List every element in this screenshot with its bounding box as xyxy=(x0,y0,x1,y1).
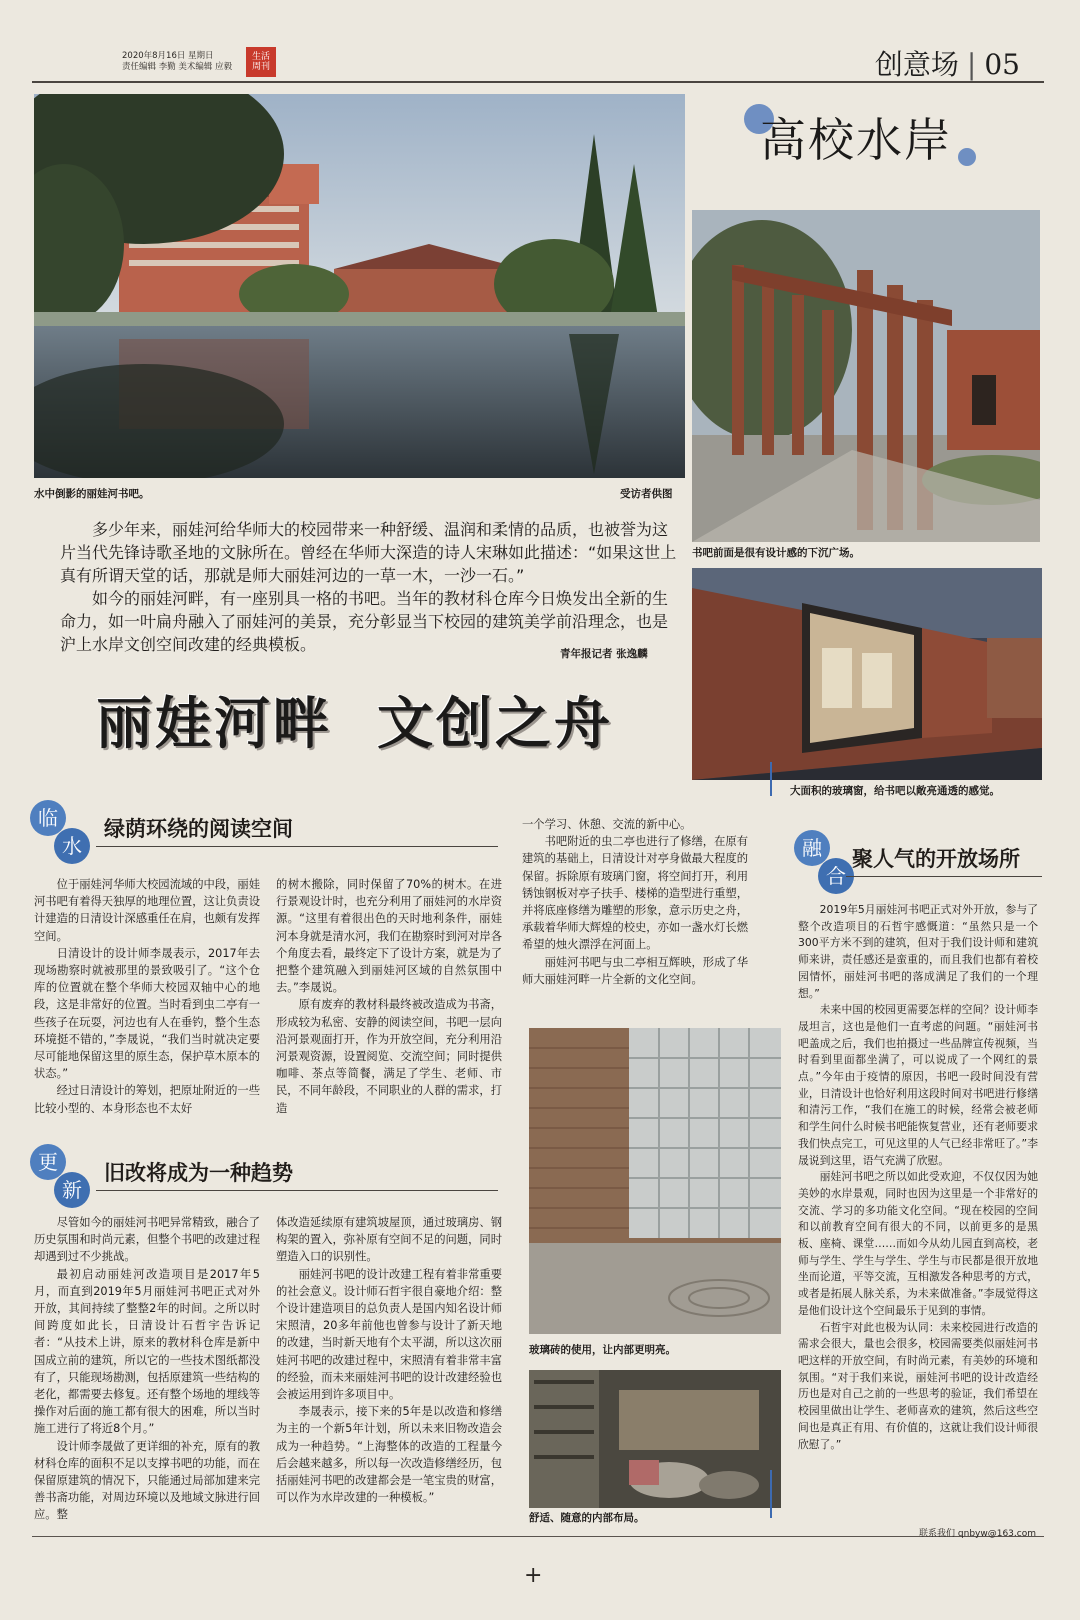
photo-interior-layout xyxy=(529,1370,781,1508)
body-paragraph: 原有废弃的教材科最终被改造成为书斋，形成较为私密、安静的阅读空间，书吧一层向沿河景观面打开，作为开放空间，充分利用沿河景观资源，设置阅览、交流空间；同时提供咖啡、茶点等简餐，满足了学生、老师、市民，不同年龄段，不同职业的人群的需求，打造 xyxy=(276,998,502,1115)
section-rule xyxy=(96,1190,498,1191)
section-bubble: 水 xyxy=(54,828,90,864)
photo-sunken-plaza xyxy=(692,210,1040,542)
header-date-block xyxy=(122,51,232,73)
body-paragraph: 经过日清设计的筹划，把原址附近的一些比较小型的、本身形态也不太好 xyxy=(34,1084,260,1115)
section3-column xyxy=(798,902,1038,1453)
body-paragraph: 位于丽娃河华师大校园流域的中段，丽娃河书吧有着得天独厚的地理位置，这让负责设计建造的日清设计深感重任在肩，也颇有发挥空间。 xyxy=(34,878,260,943)
section2-column2 xyxy=(276,1214,502,1506)
headline: 丽娃河畔 文创之舟 xyxy=(96,692,613,757)
intro-paragraph: 多少年来，丽娃河给华师大的校园带来一种舒缓、温润和柔情的品质，也被誉为这片当代先锋诗歌圣地的文脉所在。曾经在华师大深造的诗人宋琳如此描述：“如果这世上真有所谓天堂的话，那就是师大丽娃河边的一草一木，一沙一石。” xyxy=(60,520,677,585)
section1-column2 xyxy=(276,876,502,1117)
caption-pointer-line xyxy=(770,1470,772,1518)
section-name: 创意场 xyxy=(874,48,959,81)
caption-pointer-line xyxy=(770,762,772,796)
body-paragraph: 日清设计的设计师李晟表示，2017年去现场勘察时就被那里的景致吸引了。“这个仓库的位置就在整个华师大校园双轴中心的地段，这是非常好的位置。当时看到虫二亭有一些孩子在玩耍，河边也有人在垂钓，整个生态环境挺不错的，”李晟说，“我们当时就决定要尽可能地保留这里的原生态，保护草木原本的状态。” xyxy=(34,946,260,1081)
footer-rule xyxy=(32,1536,1044,1537)
newspaper-seal-logo: 生活周刊 xyxy=(246,47,276,77)
byline: 青年报记者 张逸麟 xyxy=(560,648,648,660)
body-paragraph: 体改造延续原有建筑坡屋顶，通过玻璃房、钢构架的置入，弥补原有空间不足的问题，同时塑造入口的识别性。 xyxy=(276,1216,502,1264)
body-paragraph: 石哲宇对此也极为认同：未来校园进行改造的需求会很大，量也会很多，校园需要类似丽娃河书吧这样的开放空间，有时尚元素，有美妙的环境和氛围。“对于我们来说，丽娃河书吧的设计改造经历也是对自己之前的一些思考的验证，我们希望在校园里做出让学生、老师喜欢的建筑，然后这些空间也是真正有用、有价值的，这就让我们设计师很欣慰了。” xyxy=(798,1320,1038,1451)
body-paragraph: 最初启动丽娃河改造项目是2017年5月，而直到2019年5月丽娃河书吧正式对外开放，其间持续了整整2年的时间。之所以时间跨度如此长，日清设计石哲宇告诉记者：“从技术上讲，原来的教材科仓库是新中国成立前的建筑，所以它的一些技术图纸都没有了，只能现场勘测，包括原建筑一些结构的老化，都需要去修复。还有整个场地的埋线等操作对后面的施工都有很大的困难，所以当时施工进行了将近8个月。” xyxy=(34,1267,260,1436)
intro-paragraph: 如今的丽娃河畔，有一座别具一格的书吧。当年的教材科仓库今日焕发出全新的生命力，如一叶扁舟融入了丽娃河的美景，充分彰显当下校园的建筑美学前沿理念，也是沪上水岸文创空间改建的经典模板。 xyxy=(60,589,669,654)
body-paragraph: 李晟表示，接下来的5年是以改造和修缮为主的一个新5年计划，所以未来旧物改造会成为一种趋势。“上海整体的改造的工程量今后会越来越多，所以每一次改造修缮经历，包括丽娃河书吧的改建都会是一笔宝贵的财富，可以作为水岸改建的一种模板。” xyxy=(276,1405,502,1505)
section-rule xyxy=(846,876,1042,877)
body-paragraph: 一个学习、休憩、交流的新中心。 xyxy=(522,818,692,831)
registration-mark: + xyxy=(524,1563,543,1588)
photo-caption-right1: 书吧前面是很有设计感的下沉广场。 xyxy=(692,547,860,559)
intro-text xyxy=(60,518,678,656)
body-paragraph: 丽娃河书吧之所以如此受欢迎，不仅仅因为她美妙的水岸景观，同时也因为这里是一个非常好的交流、学习的多功能文化空间。“现在校园的空间和以前教育空间有很大的不同，以前更多的是黑板、座椅、课堂……而如今从幼儿园直到高校，老师与学生、学生与学生、学生与市民都是很开放地坐而论道，平等交流，互相激发各种思考的方式，或者是拓展人脉关系，为未来做准备。”李晟觉得这是他们设计这个空间最乐于见到的事情。 xyxy=(798,1170,1038,1317)
section-title: 聚人气的开放场所 xyxy=(852,846,1020,871)
photo-caption-right2: 大面积的玻璃窗，给书吧以敞亮通透的感觉。 xyxy=(790,785,1000,797)
photo-caption-mid: 玻璃砖的使用，让内部更明亮。 xyxy=(529,1344,676,1356)
section-title: 绿荫环绕的阅读空间 xyxy=(104,816,293,841)
body-paragraph: 设计师李晟做了更详细的补充，原有的教材科仓库的面积不足以支撑书吧的功能，而在保留原建筑的情况下，只能通过局部加建来完善书斋功能，对周边环境以及地域文脉进行回应。整 xyxy=(34,1439,260,1522)
section-title: 旧改将成为一种趋势 xyxy=(104,1160,293,1185)
section-bubble: 更 xyxy=(30,1144,66,1180)
body-paragraph: 尽管如今的丽娃河书吧异常精致，融合了历史氛围和时尚元素，但整个书吧的改建过程却遇到过不少挑战。 xyxy=(34,1216,260,1264)
section-bubble: 融 xyxy=(794,830,830,866)
body-paragraph: 丽娃河书吧的设计改建工程有着非常重要的社会意义。设计师石哲宇很自豪地介绍：整个设计建造项目的总负责人是国内知名设计师宋照清，20多年前他也曾参与设计了新天地的改建，当时新天地有个太平湖，所以这次丽娃河书吧的改建过程中，宋照清有着非常丰富的经验，而未来丽娃河书吧的设计改建经验也会被运用到许多项目中。 xyxy=(276,1267,502,1402)
decorative-blue-circle xyxy=(958,148,976,166)
body-paragraph: 书吧附近的虫二亭也进行了修缮，在原有建筑的基础上，日清设计对亭身做最大程度的保留。拆除原有玻璃门窗，将空间打开，利用锈蚀钢板对亭子扶手、楼梯的造型进行重塑，并将底座修缮为雕塑的形象，意示历史之舟，承载着华师大辉煌的校史，亦如一盏水灯长燃希望的烛火漂浮在河面上。 xyxy=(522,835,748,952)
banner-title: 高校水岸 xyxy=(760,113,952,167)
body-paragraph: 的树木搬除，同时保留了70%的树木。在进行景观设计时，也充分利用了丽娃河的水岸资源。“这里有着很出色的天时地利条件，丽娃河本身就是清水河，我们在勘察时到河对岸各个角度去看，最终定下了设计方案，就是为了把整个建筑融入到丽娃河区域的自然氛围中去。”李晟说。 xyxy=(276,878,502,995)
body-paragraph: 2019年5月丽娃河书吧正式对外开放，参与了整个改造项目的石哲宇感慨道：“虽然只是一个300平方米不到的建筑，但对于我们设计师和建筑师来讲，责任感还是蛮重的，而且我们也都有着校园情怀，丽娃河书吧的落成满足了我们的一个理想。” xyxy=(798,903,1038,1000)
photo-riverside-reflection xyxy=(34,94,685,478)
section-bubble: 临 xyxy=(30,800,66,836)
section-rule xyxy=(96,846,498,847)
editor-credits: 责任编辑 李勤 美术编辑 应毅 xyxy=(122,62,233,72)
header-rule xyxy=(32,81,1044,83)
issue-date: 2020年8月16日 星期日 xyxy=(122,51,214,61)
body-paragraph: 未来中国的校园更需要怎样的空间？设计师李晟坦言，这也是他们一直考虑的问题。“丽娃河书吧盖成之后，我们也拍摄过一些品牌宣传视频，当时看到里面都坐满了，可以说成了一个网红的景点。”今年由于疫情的原因，书吧一段时间没有营业，日清设计也恰好利用这段时间对书吧进行修缮和清污工作，“我们在施工的时候，经常会被老师和学生问什么时候书吧能恢复营业，还有老师要求我们快点完工，可见这里的人气已经非常旺了。”李晟说到这里，语气充满了欣慰。 xyxy=(798,1003,1038,1167)
section2-column1 xyxy=(34,1214,260,1524)
photo-credit: 受访者供图 xyxy=(620,488,673,500)
photo-glass-bricks xyxy=(529,1028,781,1334)
section-bubble: 合 xyxy=(818,858,854,894)
photo-caption-top: 水中倒影的丽娃河书吧。 xyxy=(34,488,150,500)
photo-caption-bottom: 舒适、随意的内部布局。 xyxy=(529,1512,645,1524)
body-paragraph: 丽娃河书吧与虫二亭相互辉映，形成了华师大丽娃河畔一片全新的文化空间。 xyxy=(522,955,748,986)
section1-column1 xyxy=(34,876,260,1117)
section-bubble: 新 xyxy=(54,1172,90,1208)
page-number: 05 xyxy=(984,48,1020,81)
column3-top xyxy=(522,816,748,988)
photo-glass-window xyxy=(692,568,1042,780)
contact-info: 联系我们 qnbyw@163.com xyxy=(919,1529,1036,1539)
section-header: 创意场 | 05 xyxy=(874,48,1020,81)
